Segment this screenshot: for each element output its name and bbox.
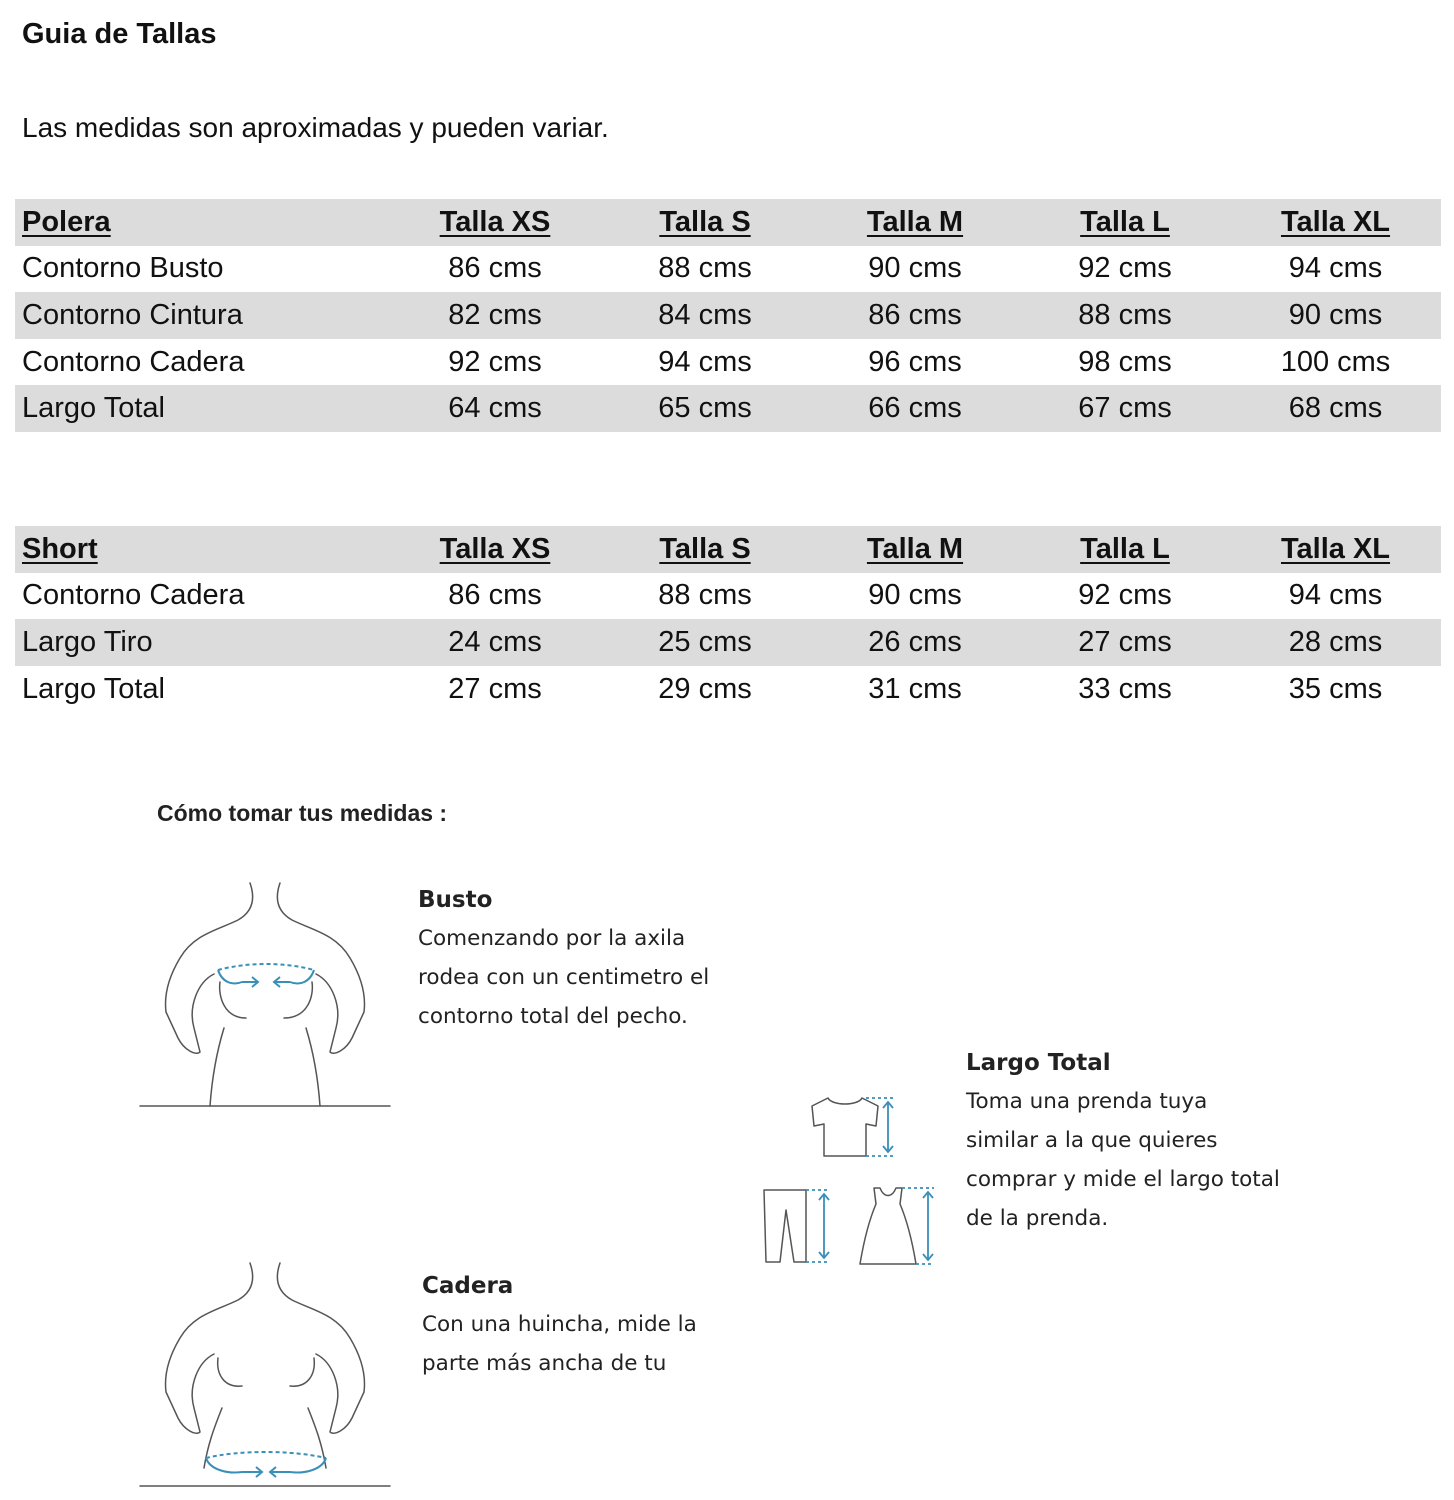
table-header-cell: Talla S (600, 526, 810, 573)
table-cell: 100 cms (1280, 345, 1391, 378)
table-cell: 90 cms (1230, 292, 1441, 339)
table-header-cell: Polera (15, 199, 390, 246)
table-cell: 64 cms (390, 385, 600, 432)
table-cell: 33 cms (1078, 672, 1172, 705)
table-header-cell: Talla L (1020, 199, 1230, 246)
table-cell: Largo Total (22, 672, 165, 705)
table-header-cell: Talla M (810, 199, 1020, 246)
table-cell: 27 cms (448, 672, 542, 705)
table-cell: 86 cms (810, 292, 1020, 339)
table-cell: 92 cms (448, 345, 542, 378)
howto-title: Cómo tomar tus medidas : (157, 800, 448, 826)
garment-length-illustration (758, 1090, 944, 1270)
largo-total-line: similar a la que quieres (966, 1128, 1218, 1153)
table-cell: 94 cms (1288, 579, 1383, 612)
table-cell: 88 cms (1020, 292, 1230, 339)
page-title: Guia de Tallas (22, 18, 217, 50)
table-cell: 92 cms (1078, 579, 1172, 612)
table-cell: 88 cms (658, 252, 752, 285)
torso-hip-illustration (138, 1258, 394, 1494)
table-header-cell: Talla S (600, 199, 810, 246)
table-header-cell: Talla L (1020, 526, 1230, 573)
table-cell: 90 cms (868, 252, 962, 285)
table-row (15, 385, 1441, 432)
largo-total-heading: Largo Total (966, 1050, 1111, 1076)
table-cell: 66 cms (810, 385, 1020, 432)
table-cell: 65 cms (600, 385, 810, 432)
table-cell: Contorno Cintura (15, 292, 390, 339)
table-header-cell: Talla XS (390, 526, 600, 573)
dress-icon (860, 1188, 916, 1264)
table-cell: 92 cms (1078, 252, 1172, 285)
table-cell: 86 cms (448, 579, 542, 612)
table-header-row (15, 199, 1441, 246)
pants-icon (764, 1190, 806, 1262)
busto-line: Comenzando por la axila (418, 926, 686, 951)
busto-line: contorno total del pecho. (418, 1004, 688, 1029)
table-cell: 31 cms (868, 672, 962, 705)
table-row (15, 619, 1441, 666)
table-cell: 94 cms (658, 345, 752, 378)
table-cell: 88 cms (658, 579, 752, 612)
torso-bust-illustration (138, 878, 394, 1114)
cadera-line: parte más ancha de tu (422, 1351, 667, 1376)
table-row (15, 339, 1441, 386)
tshirt-icon (812, 1098, 878, 1156)
largo-total-line: comprar y mide el largo total (966, 1167, 1280, 1192)
table-cell: 27 cms (1020, 619, 1230, 666)
table-cell: Largo Tiro (15, 619, 390, 666)
table-cell: 90 cms (868, 579, 962, 612)
cadera-heading: Cadera (422, 1273, 514, 1299)
cadera-instructions (422, 1273, 697, 1383)
table-row (15, 573, 1441, 620)
busto-line: rodea con un centimetro el (418, 965, 710, 990)
table-cell: 86 cms (448, 252, 542, 285)
table-cell: 26 cms (810, 619, 1020, 666)
table-header-cell: Talla XL (1230, 526, 1441, 573)
table-row (15, 246, 1441, 293)
table-cell: 68 cms (1230, 385, 1441, 432)
table-header-row (15, 526, 1441, 573)
table-row (15, 292, 1441, 339)
table-cell: 25 cms (600, 619, 810, 666)
table-header-cell: Talla XS (390, 199, 600, 246)
table-cell: 24 cms (390, 619, 600, 666)
largo-total-line: de la prenda. (966, 1206, 1109, 1231)
table-cell: Contorno Busto (22, 252, 224, 285)
table-cell: 96 cms (868, 345, 962, 378)
largo-total-line: Toma una prenda tuya (966, 1089, 1208, 1114)
cadera-line: Con una huincha, mide la (422, 1312, 697, 1337)
table-cell: 98 cms (1078, 345, 1172, 378)
polera-size-table (15, 199, 1441, 432)
table-cell: 67 cms (1020, 385, 1230, 432)
table-cell: 28 cms (1230, 619, 1441, 666)
table-cell: Largo Total (15, 385, 390, 432)
busto-heading: Busto (418, 887, 493, 913)
table-header-cell: Talla XL (1230, 199, 1441, 246)
table-cell: 94 cms (1288, 252, 1383, 285)
table-header-cell: Short (15, 526, 390, 573)
table-cell: 29 cms (658, 672, 752, 705)
largo-total-instructions (966, 1050, 1280, 1238)
busto-instructions (418, 887, 709, 1036)
table-cell: 35 cms (1288, 672, 1383, 705)
table-cell: Contorno Cadera (22, 579, 245, 612)
table-cell: 84 cms (600, 292, 810, 339)
page-subtitle: Las medidas son aproximadas y pueden variar. (22, 112, 609, 143)
table-cell: 82 cms (390, 292, 600, 339)
short-size-table (15, 526, 1441, 712)
table-header-cell: Talla M (810, 526, 1020, 573)
table-row (15, 666, 1441, 713)
table-cell: Contorno Cadera (22, 345, 245, 378)
